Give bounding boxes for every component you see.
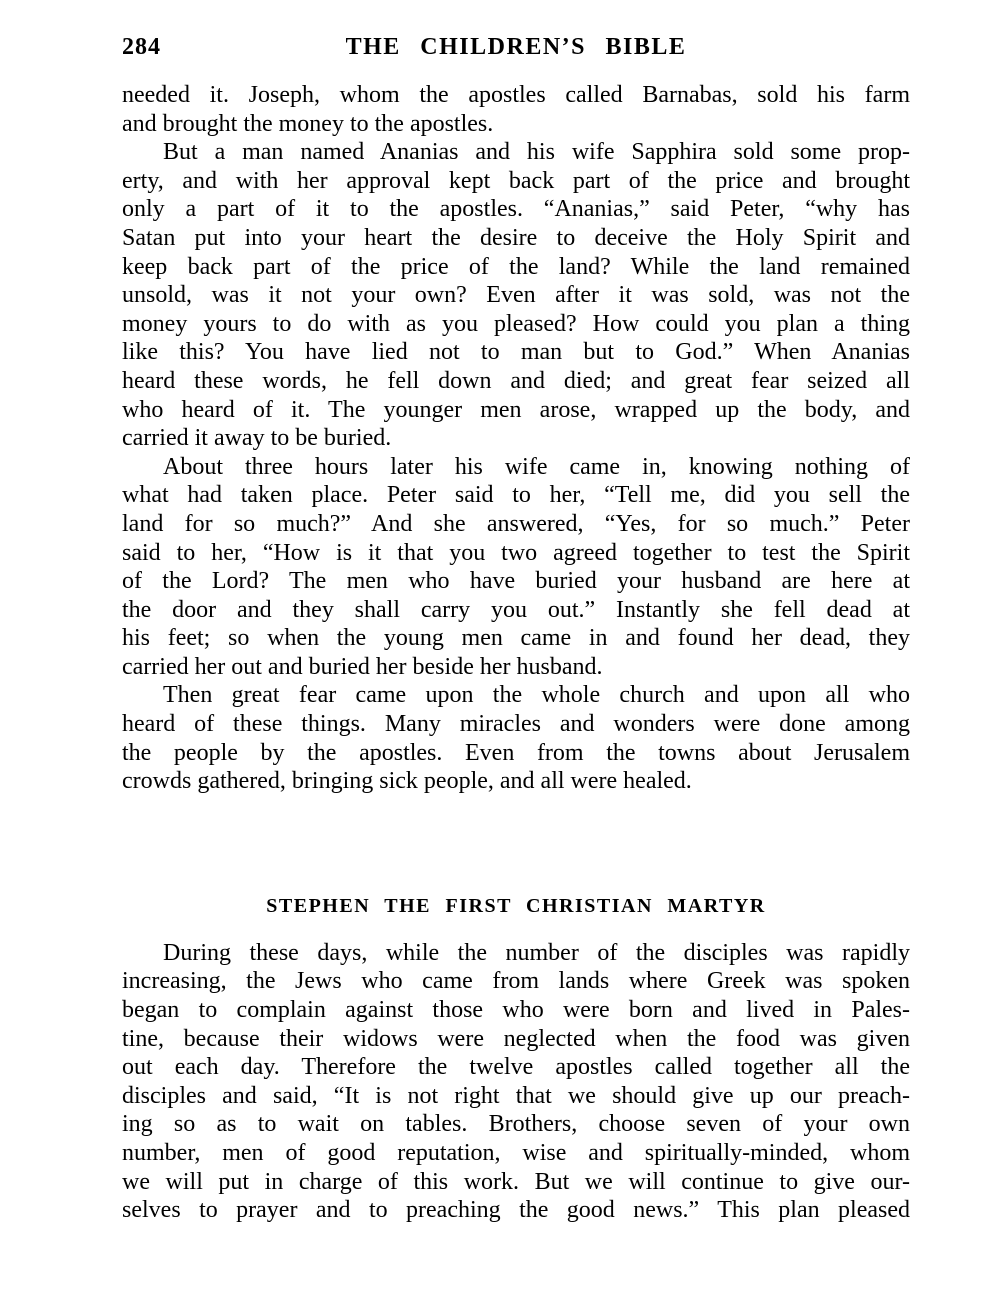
text-line: land for so much?” And she answered, “Yes, for so much.” Peter <box>122 510 910 537</box>
text-line: erty, and with her approval kept back part of the price and brought <box>122 167 910 194</box>
text-line: carried her out and buried her beside her husband. <box>122 653 603 680</box>
body-text <box>122 81 910 1225</box>
text-line: we will put in charge of this work. But we will continue to give our- <box>122 1168 910 1195</box>
text-line: keep back part of the price of the land? While the land remained <box>122 253 910 280</box>
running-head <box>122 33 910 63</box>
text-line: only a part of it to the apostles. “Ananias,” said Peter, “why has <box>122 196 910 223</box>
text-line: carried it away to be buried. <box>122 425 392 452</box>
text-line: heard of these things. Many miracles and wonders were done among <box>122 711 910 738</box>
text-line: increasing, the Jews who came from lands where Greek was spoken <box>122 968 910 995</box>
text-line: crowds gathered, bringing sick people, and all were healed. <box>122 768 692 795</box>
text-line: About three hours later his wife came in, knowing nothing of <box>163 453 910 480</box>
text-line: money yours to do with as you pleased? How could you plan a thing <box>122 310 910 337</box>
text-line: began to complain against those who were born and lived in Pales- <box>122 997 910 1024</box>
text-line: selves to prayer and to preaching the good news.” This plan pleased <box>122 1197 910 1224</box>
text-line: Satan put into your heart the desire to deceive the Holy Spirit and <box>122 224 910 251</box>
text-line: needed it. Joseph, whom the apostles called Barnabas, sold his farm <box>122 82 910 108</box>
running-title: THE CHILDREN’S BIBLE <box>345 34 687 60</box>
text-line: disciples and said, “It is not right that we should give up our preach- <box>122 1082 910 1109</box>
text-line: tine, because their widows were neglected when the food was given <box>122 1025 910 1052</box>
text-line: But a man named Ananias and his wife Sapphira sold some prop- <box>163 139 910 166</box>
text-line: the people by the apostles. Even from the towns about Jerusalem <box>122 739 910 766</box>
text-line: like this? You have lied not to man but to God.” When Ananias <box>122 339 910 366</box>
text-line: and brought the money to the apostles. <box>122 110 494 137</box>
text-line: his feet; so when the young men came in and found her dead, they <box>122 625 910 652</box>
paragraph <box>122 681 910 795</box>
paragraph <box>122 453 910 682</box>
section-heading: STEPHEN THE FIRST CHRISTIAN MARTYR <box>266 894 766 917</box>
text-line: unsold, was it not your own? Even after it was sold, was not the <box>122 282 910 309</box>
text-line: said to her, “How is it that you two agreed together to test the Spirit <box>122 539 910 566</box>
text-line: what had taken place. Peter said to her, “Tell me, did you sell the <box>122 482 910 509</box>
paragraph <box>122 81 910 138</box>
page-number: 284 <box>122 34 161 60</box>
text-line: During these days, while the number of the disciples was rapidly <box>163 939 910 966</box>
text-line: who heard of it. The younger men arose, wrapped up the body, and <box>122 396 910 423</box>
paragraph <box>122 138 910 453</box>
text-line: out each day. Therefore the twelve apostles called together all the <box>122 1054 910 1081</box>
text-line: ing so as to wait on tables. Brothers, choose seven of your own <box>122 1111 910 1138</box>
text-line: of the Lord? The men who have buried your husband are here at <box>122 568 910 595</box>
text-line: Then great fear came upon the whole church and upon all who <box>163 682 910 709</box>
text-line: the door and they shall carry you out.” Instantly she fell dead at <box>122 596 910 623</box>
text-line: number, men of good reputation, wise and spiritually-minded, whom <box>122 1140 910 1166</box>
text-line: heard these words, he fell down and died; and great fear seized all <box>122 367 910 394</box>
paragraph <box>122 939 910 1225</box>
